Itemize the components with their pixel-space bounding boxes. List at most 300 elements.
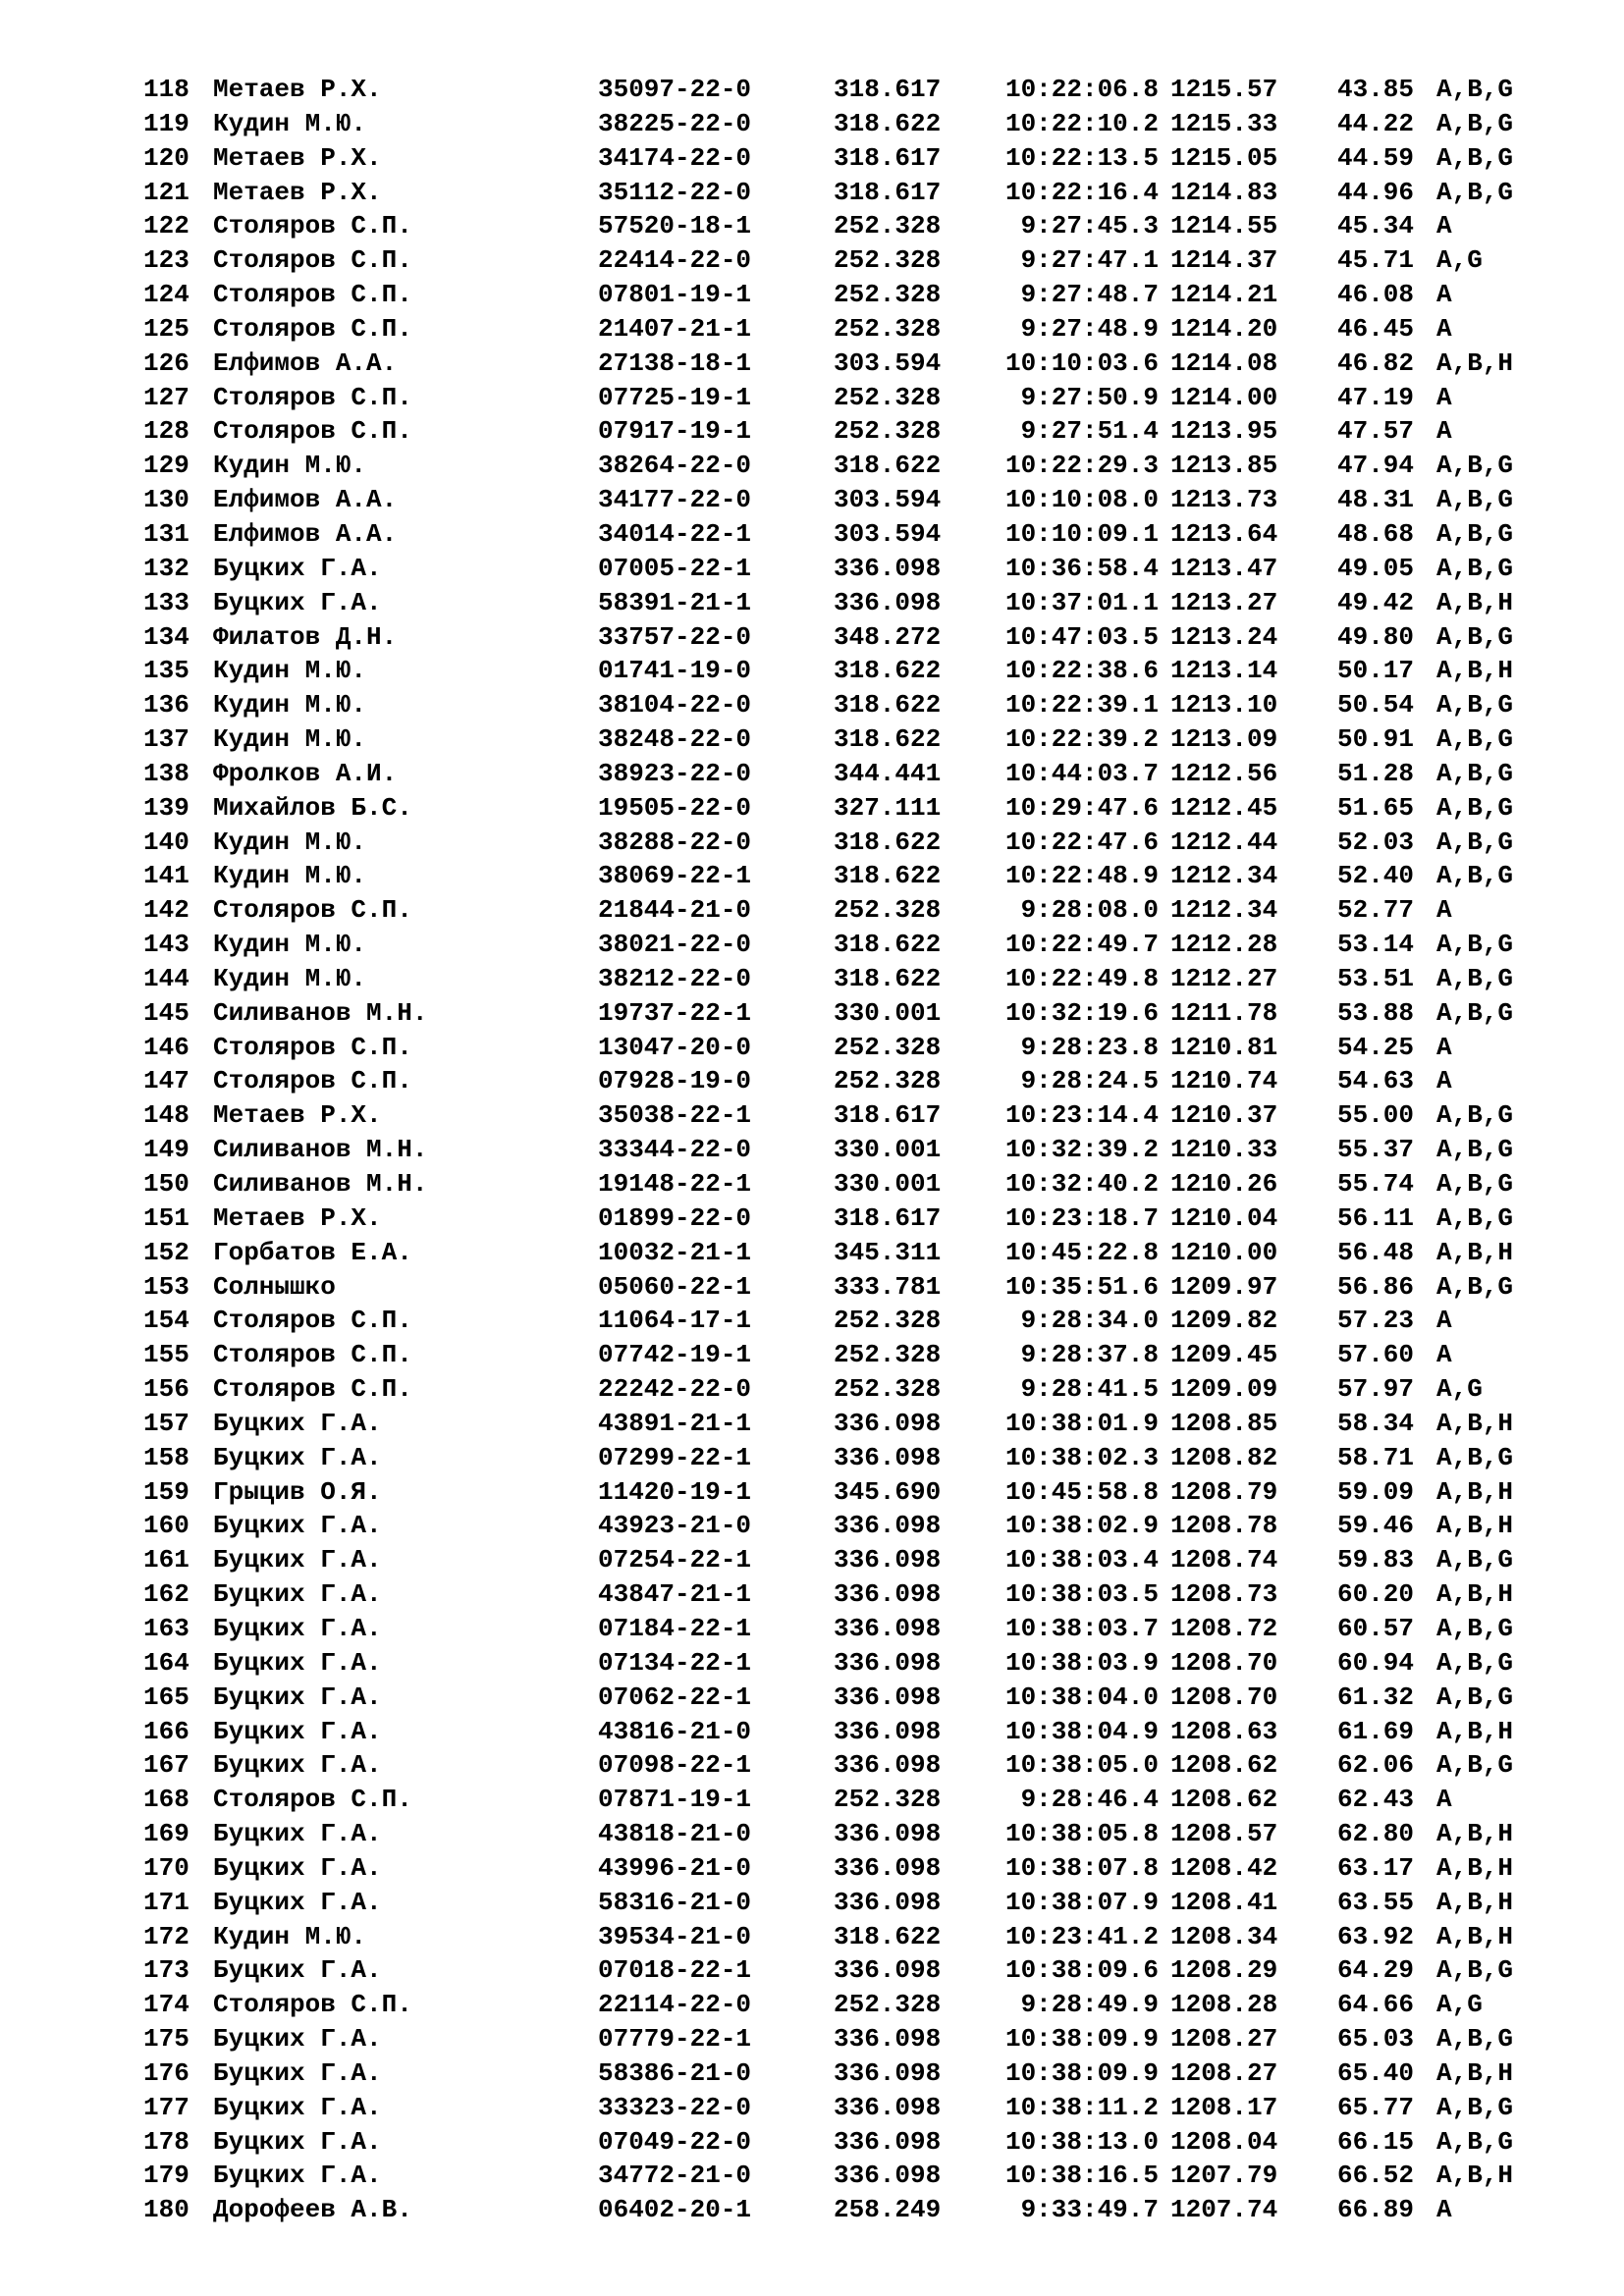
participant-name: Столяров С.П. (213, 1066, 412, 1096)
speed: 1208.42 (1170, 1852, 1278, 1883)
percent: 53.88 (1337, 997, 1415, 1028)
row-number: 174 (143, 1990, 189, 2020)
row-number: 144 (143, 963, 189, 993)
ring-number: 27138-18-1 (598, 347, 752, 378)
speed: 1208.79 (1170, 1476, 1278, 1507)
arrival-time: 9:27:50.9 (1020, 382, 1159, 412)
participant-name: Филатов Д.Н. (213, 621, 398, 652)
participant-name: Столяров С.П. (213, 382, 412, 412)
percent: 59.09 (1337, 1476, 1415, 1507)
arrival-time: 10:38:04.9 (1004, 1716, 1159, 1746)
participant-name: Кудин М.Ю. (213, 861, 367, 891)
percent: 65.03 (1337, 2024, 1415, 2055)
row-number: 178 (143, 2126, 189, 2157)
participant-name: Кудин М.Ю. (213, 656, 367, 686)
arrival-time: 10:10:09.1 (1004, 518, 1159, 549)
participant-name: Елфимов А.А. (213, 485, 398, 515)
distance: 336.098 (834, 2092, 942, 2122)
speed: 1208.28 (1170, 1990, 1278, 2020)
distance: 336.098 (834, 1716, 942, 1746)
speed: 1208.04 (1170, 2126, 1278, 2157)
speed: 1209.97 (1170, 1271, 1278, 1302)
participant-name: Буцких Г.А. (213, 2024, 382, 2055)
result-row (143, 1715, 1557, 1749)
row-number: 148 (143, 1100, 189, 1131)
ring-number: 07801-19-1 (598, 280, 752, 310)
percent: 57.60 (1337, 1340, 1415, 1370)
row-number: 171 (143, 1887, 189, 1917)
row-number: 151 (143, 1202, 189, 1233)
distance: 318.622 (834, 963, 942, 993)
ring-number: 34772-21-0 (598, 2161, 752, 2191)
percent: 44.96 (1337, 177, 1415, 207)
row-number: 164 (143, 1647, 189, 1678)
arrival-time: 10:38:03.7 (1004, 1613, 1159, 1643)
row-number: 136 (143, 690, 189, 721)
speed: 1208.17 (1170, 2092, 1278, 2122)
percent: 59.83 (1337, 1545, 1415, 1575)
flags: A,G (1436, 1374, 1483, 1405)
distance: 336.098 (834, 1442, 942, 1472)
row-number: 172 (143, 1921, 189, 1951)
participant-name: Буцких Г.А. (213, 1852, 382, 1883)
speed: 1208.82 (1170, 1442, 1278, 1472)
result-row (143, 654, 1557, 688)
distance: 303.594 (834, 347, 942, 378)
distance: 330.001 (834, 1135, 942, 1165)
participant-name: Буцких Г.А. (213, 2092, 382, 2122)
speed: 1208.27 (1170, 2024, 1278, 2055)
result-row (143, 1817, 1557, 1851)
participant-name: Метаев Р.Х. (213, 1100, 382, 1131)
percent: 66.52 (1337, 2161, 1415, 2191)
speed: 1213.14 (1170, 656, 1278, 686)
percent: 62.43 (1337, 1785, 1415, 1815)
participant-name: Столяров С.П. (213, 1785, 412, 1815)
ring-number: 07928-19-0 (598, 1066, 752, 1096)
row-number: 179 (143, 2161, 189, 2191)
result-row (143, 414, 1557, 449)
row-number: 130 (143, 485, 189, 515)
speed: 1210.26 (1170, 1169, 1278, 1199)
participant-name: Кудин М.Ю. (213, 963, 367, 993)
flags: A,B,G (1436, 1647, 1514, 1678)
flags: A,B,G (1436, 792, 1514, 823)
percent: 60.57 (1337, 1613, 1415, 1643)
percent: 63.55 (1337, 1887, 1415, 1917)
arrival-time: 9:28:49.9 (1020, 1990, 1159, 2020)
flags: A,B,G (1436, 861, 1514, 891)
flags: A,B,G (1436, 451, 1514, 481)
distance: 252.328 (834, 211, 942, 241)
arrival-time: 9:28:41.5 (1020, 1374, 1159, 1405)
row-number: 156 (143, 1374, 189, 1405)
arrival-time: 10:22:38.6 (1004, 656, 1159, 686)
arrival-time: 10:45:22.8 (1004, 1237, 1159, 1267)
percent: 44.22 (1337, 108, 1415, 138)
flags: A,B,H (1436, 587, 1514, 617)
percent: 63.92 (1337, 1921, 1415, 1951)
percent: 58.71 (1337, 1442, 1415, 1472)
distance: 252.328 (834, 1785, 942, 1815)
result-row (143, 1988, 1557, 2022)
distance: 336.098 (834, 1613, 942, 1643)
result-row (143, 1407, 1557, 1441)
arrival-time: 10:35:51.6 (1004, 1271, 1159, 1302)
ring-number: 07134-22-1 (598, 1647, 752, 1678)
row-number: 170 (143, 1852, 189, 1883)
percent: 43.85 (1337, 75, 1415, 104)
percent: 52.77 (1337, 895, 1415, 926)
flags: A,B,G (1436, 553, 1514, 583)
flags: A,B,G (1436, 142, 1514, 173)
row-number: 163 (143, 1613, 189, 1643)
row-number: 177 (143, 2092, 189, 2122)
result-row (143, 1133, 1557, 1167)
percent: 57.97 (1337, 1374, 1415, 1405)
result-row (143, 928, 1557, 962)
speed: 1213.47 (1170, 553, 1278, 583)
flags: A (1436, 1785, 1452, 1815)
distance: 252.328 (834, 1374, 942, 1405)
row-number: 160 (143, 1511, 189, 1541)
row-number: 138 (143, 758, 189, 788)
percent: 55.74 (1337, 1169, 1415, 1199)
ring-number: 43996-21-0 (598, 1852, 752, 1883)
speed: 1209.09 (1170, 1374, 1278, 1405)
percent: 54.63 (1337, 1066, 1415, 1096)
row-number: 127 (143, 382, 189, 412)
percent: 46.08 (1337, 280, 1415, 310)
participant-name: Горбатов Е.А. (213, 1237, 412, 1267)
ring-number: 35112-22-0 (598, 177, 752, 207)
speed: 1209.45 (1170, 1340, 1278, 1370)
result-row (143, 2056, 1557, 2091)
row-number: 129 (143, 451, 189, 481)
speed: 1212.45 (1170, 792, 1278, 823)
participant-name: Кудин М.Ю. (213, 724, 367, 755)
result-row (143, 176, 1557, 210)
percent: 55.37 (1337, 1135, 1415, 1165)
distance: 333.781 (834, 1271, 942, 1302)
flags: A,B,H (1436, 2057, 1514, 2088)
result-row (143, 2091, 1557, 2125)
speed: 1213.09 (1170, 724, 1278, 755)
percent: 65.77 (1337, 2092, 1415, 2122)
result-row (143, 688, 1557, 722)
ring-number: 21844-21-0 (598, 895, 752, 926)
flags: A (1436, 1032, 1452, 1062)
flags: A,B,G (1436, 997, 1514, 1028)
speed: 1214.55 (1170, 211, 1278, 241)
flags: A,B,H (1436, 1408, 1514, 1438)
result-row (143, 1372, 1557, 1407)
flags: A (1436, 382, 1452, 412)
row-number: 118 (143, 75, 189, 104)
row-number: 126 (143, 347, 189, 378)
flags: A,B,G (1436, 690, 1514, 721)
result-row (143, 1681, 1557, 1715)
speed: 1210.00 (1170, 1237, 1278, 1267)
arrival-time: 10:38:02.3 (1004, 1442, 1159, 1472)
arrival-time: 10:10:03.6 (1004, 347, 1159, 378)
arrival-time: 10:10:08.0 (1004, 485, 1159, 515)
distance: 252.328 (834, 313, 942, 344)
distance: 344.441 (834, 758, 942, 788)
participant-name: Столяров С.П. (213, 313, 412, 344)
result-row (143, 552, 1557, 586)
participant-name: Елфимов А.А. (213, 347, 398, 378)
participant-name: Буцких Г.А. (213, 1887, 382, 1917)
result-row (143, 1338, 1557, 1372)
flags: A,B,H (1436, 1819, 1514, 1849)
participant-name: Буцких Г.А. (213, 1955, 382, 1986)
percent: 50.54 (1337, 690, 1415, 721)
arrival-time: 10:38:04.0 (1004, 1682, 1159, 1712)
participant-name: Михайлов Б.С. (213, 792, 412, 823)
ring-number: 05060-22-1 (598, 1271, 752, 1302)
ring-number: 35038-22-1 (598, 1100, 752, 1131)
row-number: 150 (143, 1169, 189, 1199)
flags: A,B,G (1436, 621, 1514, 652)
participant-name: Буцких Г.А. (213, 1716, 382, 1746)
ring-number: 38264-22-0 (598, 451, 752, 481)
ring-number: 06402-20-1 (598, 2195, 752, 2225)
participant-name: Буцких Г.А. (213, 2057, 382, 2088)
ring-number: 07299-22-1 (598, 1442, 752, 1472)
ring-number: 07049-22-0 (598, 2126, 752, 2157)
ring-number: 19148-22-1 (598, 1169, 752, 1199)
result-row (143, 722, 1557, 757)
result-row (143, 893, 1557, 928)
flags: A,B,G (1436, 108, 1514, 138)
arrival-time: 10:29:47.6 (1004, 792, 1159, 823)
flags: A (1436, 1066, 1452, 1096)
ring-number: 34174-22-0 (598, 142, 752, 173)
result-row (143, 517, 1557, 552)
speed: 1210.37 (1170, 1100, 1278, 1131)
flags: A,B,H (1436, 1716, 1514, 1746)
percent: 46.45 (1337, 313, 1415, 344)
percent: 56.11 (1337, 1202, 1415, 1233)
participant-name: Столяров С.П. (213, 416, 412, 447)
percent: 49.05 (1337, 553, 1415, 583)
participant-name: Буцких Г.А. (213, 553, 382, 583)
distance: 345.311 (834, 1237, 942, 1267)
speed: 1211.78 (1170, 997, 1278, 1028)
distance: 318.622 (834, 108, 942, 138)
ring-number: 21407-21-1 (598, 313, 752, 344)
flags: A (1436, 416, 1452, 447)
participant-name: Столяров С.П. (213, 1340, 412, 1370)
distance: 252.328 (834, 245, 942, 276)
ring-number: 34177-22-0 (598, 485, 752, 515)
distance: 336.098 (834, 1682, 942, 1712)
result-row (143, 107, 1557, 141)
participant-name: Буцких Г.А. (213, 2126, 382, 2157)
row-number: 168 (143, 1785, 189, 1815)
ring-number: 43847-21-1 (598, 1579, 752, 1610)
result-row (143, 2159, 1557, 2193)
distance: 336.098 (834, 1579, 942, 1610)
ring-number: 07725-19-1 (598, 382, 752, 412)
arrival-time: 10:38:03.9 (1004, 1647, 1159, 1678)
row-number: 139 (143, 792, 189, 823)
row-number: 169 (143, 1819, 189, 1849)
result-row (143, 586, 1557, 620)
distance: 336.098 (834, 1545, 942, 1575)
ring-number: 07742-19-1 (598, 1340, 752, 1370)
flags: A,B,G (1436, 1545, 1514, 1575)
speed: 1210.04 (1170, 1202, 1278, 1233)
arrival-time: 10:38:09.9 (1004, 2057, 1159, 2088)
arrival-time: 9:27:47.1 (1020, 245, 1159, 276)
result-row (143, 312, 1557, 347)
row-number: 146 (143, 1032, 189, 1062)
arrival-time: 10:38:07.9 (1004, 1887, 1159, 1917)
ring-number: 38923-22-0 (598, 758, 752, 788)
percent: 60.94 (1337, 1647, 1415, 1678)
result-row (143, 2125, 1557, 2160)
participant-name: Буцких Г.А. (213, 1682, 382, 1712)
distance: 336.098 (834, 1852, 942, 1883)
speed: 1207.79 (1170, 2161, 1278, 2191)
participant-name: Буцких Г.А. (213, 1511, 382, 1541)
speed: 1213.64 (1170, 518, 1278, 549)
participant-name: Буцких Г.А. (213, 1750, 382, 1781)
speed: 1214.00 (1170, 382, 1278, 412)
speed: 1212.44 (1170, 827, 1278, 857)
ring-number: 38248-22-0 (598, 724, 752, 755)
result-row (143, 859, 1557, 893)
flags: A,B,H (1436, 1852, 1514, 1883)
participant-name: Столяров С.П. (213, 245, 412, 276)
speed: 1208.62 (1170, 1750, 1278, 1781)
distance: 303.594 (834, 518, 942, 549)
participant-name: Буцких Г.А. (213, 1613, 382, 1643)
result-row (143, 962, 1557, 996)
percent: 57.23 (1337, 1306, 1415, 1336)
distance: 336.098 (834, 1511, 942, 1541)
arrival-time: 10:38:09.6 (1004, 1955, 1159, 1986)
speed: 1213.24 (1170, 621, 1278, 652)
participant-name: Кудин М.Ю. (213, 690, 367, 721)
row-number: 133 (143, 587, 189, 617)
participant-name: Силиванов М.Н. (213, 997, 428, 1028)
result-row (143, 826, 1557, 860)
row-number: 166 (143, 1716, 189, 1746)
participant-name: Буцких Г.А. (213, 1408, 382, 1438)
ring-number: 19737-22-1 (598, 997, 752, 1028)
result-row (143, 1475, 1557, 1510)
row-number: 145 (143, 997, 189, 1028)
ring-number: 43891-21-1 (598, 1408, 752, 1438)
arrival-time: 9:28:08.0 (1020, 895, 1159, 926)
result-row (143, 1167, 1557, 1201)
flags: A,G (1436, 1990, 1483, 2020)
percent: 50.91 (1337, 724, 1415, 755)
arrival-time: 10:38:09.9 (1004, 2024, 1159, 2055)
flags: A,B,G (1436, 75, 1514, 104)
result-row (143, 2022, 1557, 2056)
row-number: 159 (143, 1476, 189, 1507)
distance: 336.098 (834, 2126, 942, 2157)
participant-name: Силиванов М.Н. (213, 1135, 428, 1165)
arrival-time: 10:22:13.5 (1004, 142, 1159, 173)
arrival-time: 10:38:02.9 (1004, 1511, 1159, 1541)
arrival-time: 9:28:37.8 (1020, 1340, 1159, 1370)
distance: 336.098 (834, 1750, 942, 1781)
row-number: 125 (143, 313, 189, 344)
distance: 336.098 (834, 1819, 942, 1849)
row-number: 141 (143, 861, 189, 891)
flags: A (1436, 895, 1452, 926)
arrival-time: 9:27:45.3 (1020, 211, 1159, 241)
distance: 258.249 (834, 2195, 942, 2225)
participant-name: Буцких Г.А. (213, 2161, 382, 2191)
arrival-time: 10:32:19.6 (1004, 997, 1159, 1028)
arrival-time: 10:38:07.8 (1004, 1852, 1159, 1883)
participant-name: Столяров С.П. (213, 1374, 412, 1405)
row-number: 135 (143, 656, 189, 686)
row-number: 155 (143, 1340, 189, 1370)
distance: 318.617 (834, 1100, 942, 1131)
distance: 330.001 (834, 997, 942, 1028)
participant-name: Силиванов М.Н. (213, 1169, 428, 1199)
row-number: 119 (143, 108, 189, 138)
distance: 318.622 (834, 1921, 942, 1951)
percent: 64.66 (1337, 1990, 1415, 2020)
arrival-time: 9:27:48.7 (1020, 280, 1159, 310)
flags: A,B,G (1436, 963, 1514, 993)
flags: A,B,G (1436, 1271, 1514, 1302)
percent: 47.94 (1337, 451, 1415, 481)
result-row (143, 1886, 1557, 1920)
row-number: 162 (143, 1579, 189, 1610)
distance: 318.617 (834, 75, 942, 104)
arrival-time: 10:38:16.5 (1004, 2161, 1159, 2191)
flags: A (1436, 280, 1452, 310)
distance: 327.111 (834, 792, 942, 823)
result-row (143, 1748, 1557, 1783)
speed: 1208.85 (1170, 1408, 1278, 1438)
participant-name: Метаев Р.Х. (213, 142, 382, 173)
percent: 60.20 (1337, 1579, 1415, 1610)
participant-name: Буцких Г.А. (213, 1819, 382, 1849)
arrival-time: 9:28:23.8 (1020, 1032, 1159, 1062)
ring-number: 07098-22-1 (598, 1750, 752, 1781)
percent: 44.59 (1337, 142, 1415, 173)
ring-number: 43923-21-0 (598, 1511, 752, 1541)
speed: 1213.95 (1170, 416, 1278, 447)
speed: 1209.82 (1170, 1306, 1278, 1336)
distance: 318.622 (834, 690, 942, 721)
row-number: 147 (143, 1066, 189, 1096)
result-row (143, 2193, 1557, 2227)
row-number: 121 (143, 177, 189, 207)
distance: 330.001 (834, 1169, 942, 1199)
percent: 51.28 (1337, 758, 1415, 788)
ring-number: 07005-22-1 (598, 553, 752, 583)
result-row (143, 483, 1557, 517)
result-row (143, 209, 1557, 243)
result-row (143, 1543, 1557, 1577)
percent: 52.03 (1337, 827, 1415, 857)
percent: 55.00 (1337, 1100, 1415, 1131)
speed: 1208.73 (1170, 1579, 1278, 1610)
ring-number: 01899-22-0 (598, 1202, 752, 1233)
distance: 336.098 (834, 2161, 942, 2191)
